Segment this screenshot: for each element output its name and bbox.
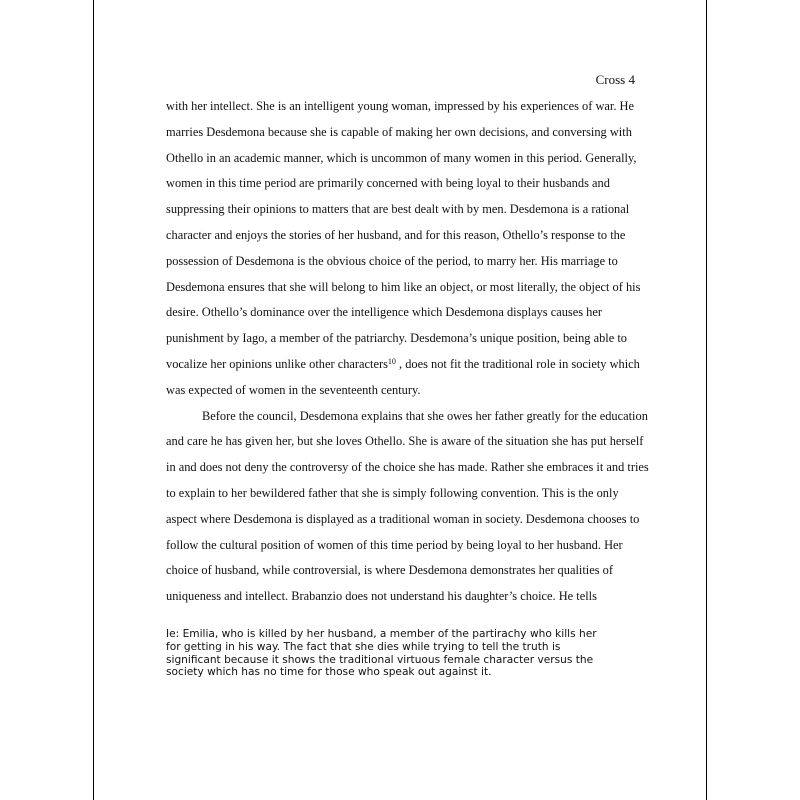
footnote-line: significant because it shows the traditional virtuous female character versus the xyxy=(166,653,594,666)
body-line: suppressing their opinions to matters that are best dealt with by men. Desdemona is a rational xyxy=(166,202,630,217)
body-line: Othello in an academic manner, which is uncommon of many women in this period. Generally, xyxy=(166,150,637,165)
body-line-text: vocalize her opinions unlike other characters xyxy=(166,356,388,371)
body-line: and care he has given her, but she loves Othello. She is aware of the situation she has put herself xyxy=(166,434,644,449)
footnote xyxy=(166,628,636,679)
body-line-text: , does not fit the traditional role in society which xyxy=(395,356,640,371)
body-line: possession of Desdemona is the obvious choice of the period, to marry her. His marriage to xyxy=(166,253,618,268)
body-line: was expected of women in the seventeenth century. xyxy=(166,382,421,397)
footnote-line: for getting in his way. The fact that she dies while trying to tell the truth is xyxy=(166,640,561,653)
body-line: to explain to her bewildered father that she is simply following convention. This is the only xyxy=(166,485,619,500)
body-line: Desdemona ensures that she will belong to him like an object, or most literally, the object of his xyxy=(166,279,641,294)
body-line: character and enjoys the stories of her husband, and for this reason, Othello’s response to the xyxy=(166,227,626,242)
body-line: aspect where Desdemona is displayed as a traditional woman in society. Desdemona chooses to xyxy=(166,511,640,526)
body-line: choice of husband, while controversial, is where Desdemona demonstrates her qualities of xyxy=(166,563,613,578)
document-page xyxy=(93,0,707,800)
body-line: follow the cultural position of women of this time period by being loyal to her husband. Her xyxy=(166,537,623,552)
body-line-with-footnote-ref xyxy=(166,352,646,378)
body-line-indented: Before the council, Desdemona explains that she owes her father greatly for the education xyxy=(202,408,648,423)
body-line: women in this time period are primarily concerned with being loyal to their husbands and xyxy=(166,176,610,191)
body-line: marries Desdemona because she is capable of making her own decisions, and conversing with xyxy=(166,124,632,139)
footnote-line: society which has no time for those who speak out against it. xyxy=(166,666,492,679)
footnote-reference[interactable]: 10 xyxy=(387,356,396,366)
body-line: with her intellect. She is an intelligent young woman, impressed by his experiences of war. He xyxy=(166,99,634,113)
body-text xyxy=(166,94,649,610)
page-header: Cross 4 xyxy=(595,72,635,87)
body-line: punishment by Iago, a member of the patriarchy. Desdemona’s unique position, being able to xyxy=(166,331,627,346)
body-line: desire. Othello’s dominance over the intelligence which Desdemona displays causes her xyxy=(166,305,602,320)
body-line: in and does not deny the controversy of the choice she has made. Rather she embraces it and tries xyxy=(166,460,649,475)
footnote-line: Ie: Emilia, who is killed by her husband, a member of the partirachy who kills her xyxy=(166,628,597,640)
body-line: uniqueness and intellect. Brabanzio does not understand his daughter’s choice. He tells xyxy=(166,589,597,604)
